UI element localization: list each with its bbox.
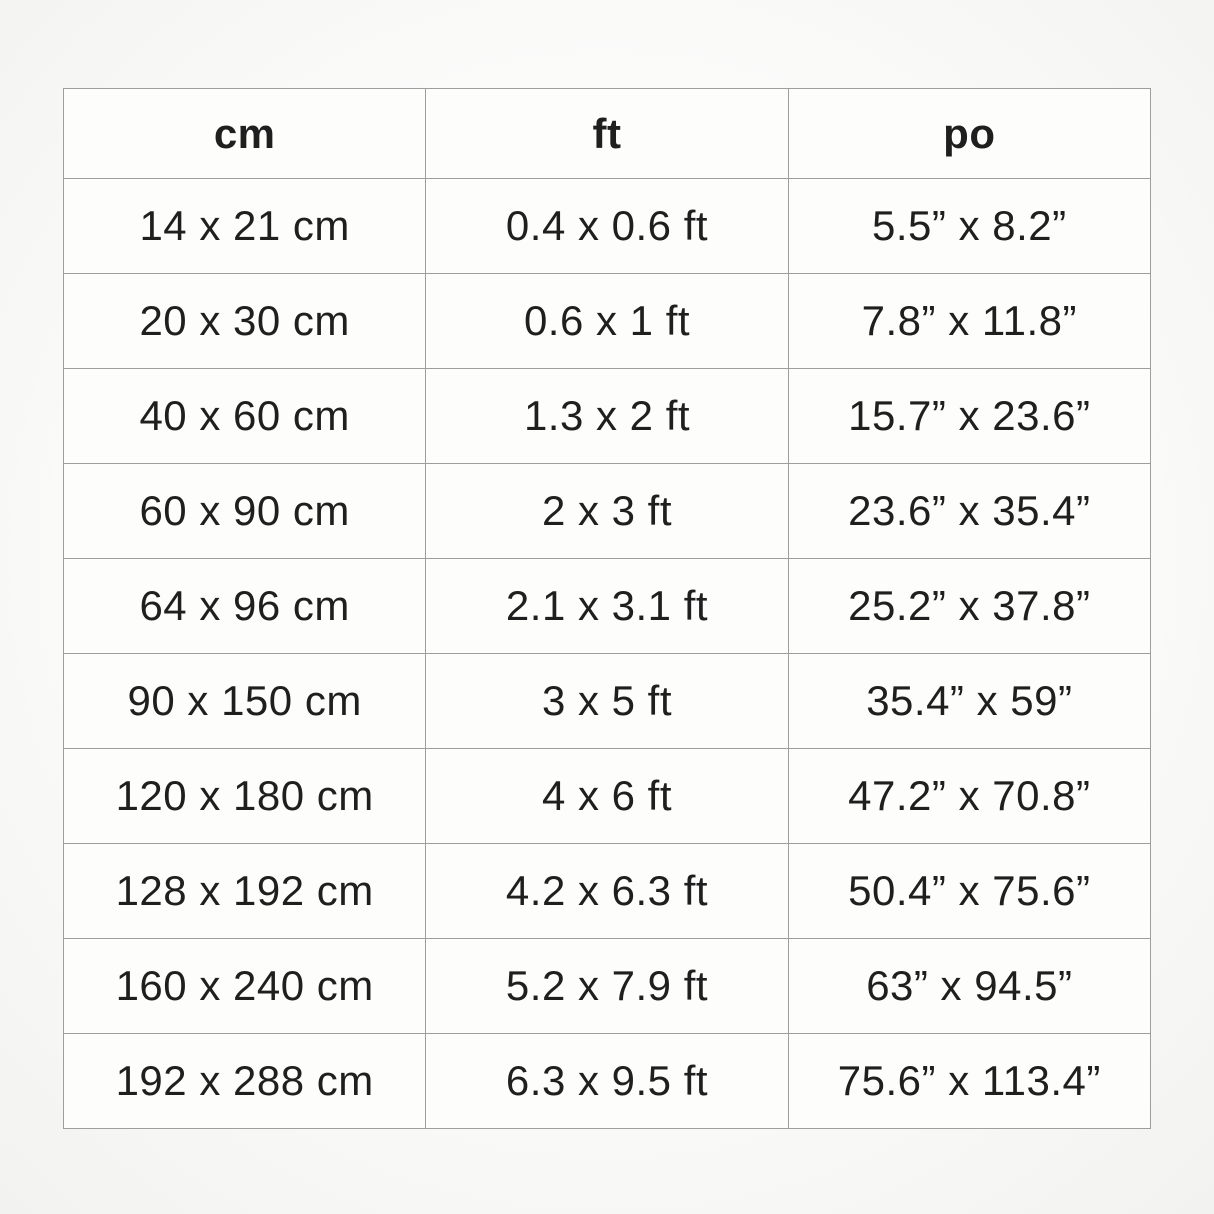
- size-conversion-table: [63, 88, 1151, 1129]
- cell-cm: 160 x 240 cm: [64, 939, 426, 1034]
- table-row: [64, 274, 1151, 369]
- table-row: [64, 464, 1151, 559]
- cell-cm: 20 x 30 cm: [64, 274, 426, 369]
- table-row: [64, 654, 1151, 749]
- column-header-cm: cm: [64, 89, 426, 179]
- cell-cm: 128 x 192 cm: [64, 844, 426, 939]
- cell-po: 7.8” x 11.8”: [788, 274, 1150, 369]
- cell-ft: 4 x 6 ft: [426, 749, 788, 844]
- table-row: [64, 844, 1151, 939]
- cell-cm: 120 x 180 cm: [64, 749, 426, 844]
- cell-cm: 64 x 96 cm: [64, 559, 426, 654]
- cell-cm: 60 x 90 cm: [64, 464, 426, 559]
- cell-ft: 4.2 x 6.3 ft: [426, 844, 788, 939]
- table-header: [64, 89, 1151, 179]
- cell-ft: 5.2 x 7.9 ft: [426, 939, 788, 1034]
- cell-cm: 14 x 21 cm: [64, 179, 426, 274]
- table-row: [64, 939, 1151, 1034]
- cell-ft: 0.4 x 0.6 ft: [426, 179, 788, 274]
- cell-ft: 0.6 x 1 ft: [426, 274, 788, 369]
- cell-ft: 2.1 x 3.1 ft: [426, 559, 788, 654]
- column-header-po: po: [788, 89, 1150, 179]
- cell-po: 63” x 94.5”: [788, 939, 1150, 1034]
- table-row: [64, 749, 1151, 844]
- table-row: [64, 179, 1151, 274]
- cell-po: 25.2” x 37.8”: [788, 559, 1150, 654]
- cell-cm: 192 x 288 cm: [64, 1034, 426, 1129]
- header-row: [64, 89, 1151, 179]
- table-row: [64, 559, 1151, 654]
- cell-ft: 6.3 x 9.5 ft: [426, 1034, 788, 1129]
- cell-ft: 1.3 x 2 ft: [426, 369, 788, 464]
- cell-po: 23.6” x 35.4”: [788, 464, 1150, 559]
- table-body: [64, 179, 1151, 1129]
- table-row: [64, 369, 1151, 464]
- table-row: [64, 1034, 1151, 1129]
- cell-cm: 90 x 150 cm: [64, 654, 426, 749]
- cell-po: 5.5” x 8.2”: [788, 179, 1150, 274]
- cell-ft: 3 x 5 ft: [426, 654, 788, 749]
- column-header-ft: ft: [426, 89, 788, 179]
- cell-po: 50.4” x 75.6”: [788, 844, 1150, 939]
- cell-po: 47.2” x 70.8”: [788, 749, 1150, 844]
- cell-po: 75.6” x 113.4”: [788, 1034, 1150, 1129]
- cell-cm: 40 x 60 cm: [64, 369, 426, 464]
- cell-ft: 2 x 3 ft: [426, 464, 788, 559]
- cell-po: 15.7” x 23.6”: [788, 369, 1150, 464]
- cell-po: 35.4” x 59”: [788, 654, 1150, 749]
